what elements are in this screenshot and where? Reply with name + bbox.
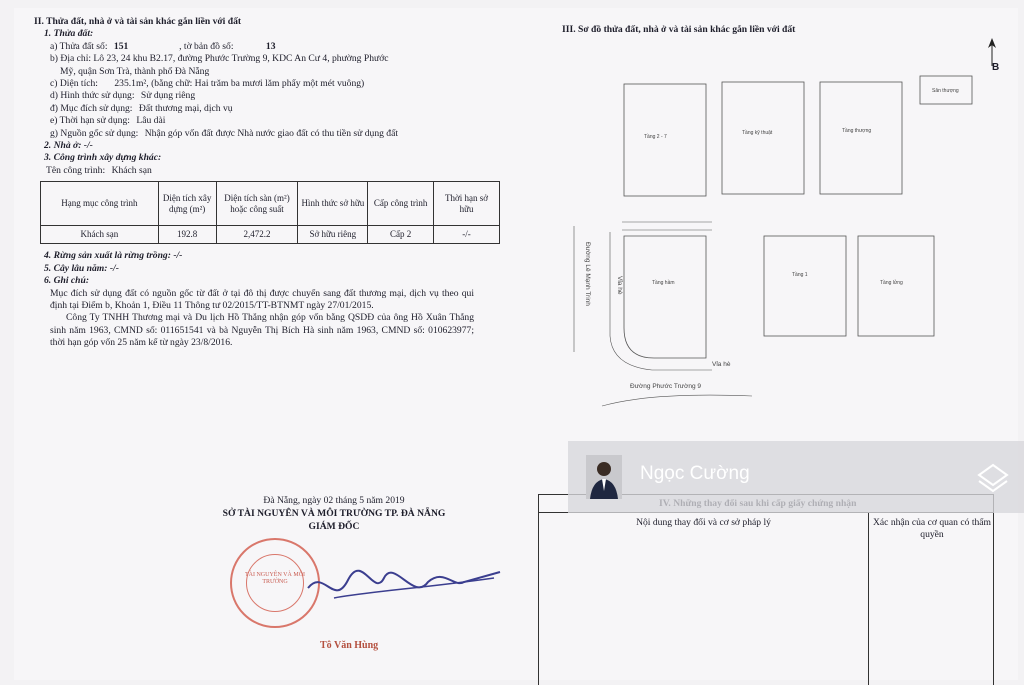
term-line xyxy=(34,115,514,127)
plan-technical-floor xyxy=(722,82,804,194)
certificate-page xyxy=(14,8,1018,680)
area-line xyxy=(34,78,514,90)
street-bottom-label: Đường Phước Trường 9 xyxy=(630,383,702,390)
term-label: e) Thời hạn sử dụng: xyxy=(50,115,130,127)
sign-date: Đà Nẵng, ngày 02 tháng 5 năm 2019 xyxy=(263,495,405,506)
sign-role: GIÁM ĐỐC xyxy=(308,521,360,532)
table-header: Hạng mục công trình xyxy=(41,182,159,226)
table-cell: 2,472.2 xyxy=(216,226,298,244)
address-line-2: Mỹ, quận Sơn Trà, thành phố Đà Nẵng xyxy=(60,65,210,77)
sign-organization: SỞ TÀI NGUYÊN VÀ MÔI TRƯỜNG TP. ĐÀ NẴNG xyxy=(222,508,446,519)
parcel-number-label: a) Thửa đất số: xyxy=(50,40,108,52)
table-header: Cấp công trình xyxy=(368,182,434,226)
table-cell: -/- xyxy=(434,226,500,244)
layers-logo-icon xyxy=(976,461,1010,495)
plan-label: Tầng 1 xyxy=(792,272,808,278)
plan-mezzanine xyxy=(858,236,934,336)
signature-block xyxy=(204,494,464,533)
sidewalk-label-2: Vỉa hè xyxy=(712,361,731,368)
street-left-label: Đường Lê Mạnh Trinh xyxy=(584,242,591,306)
stamp-text: TÀI NGUYÊN VÀ MÔI TRƯỜNG xyxy=(244,572,306,585)
notes-heading: 6. Ghi chú: xyxy=(44,275,90,287)
purpose-line xyxy=(34,103,514,115)
house-heading: 2. Nhà ở: -/- xyxy=(44,140,93,152)
use-form-label: d) Hình thức sử dụng: xyxy=(50,90,135,102)
construction-heading: 3. Công trình xây dựng khác: xyxy=(44,152,162,164)
parcel-info-section xyxy=(34,16,514,350)
plan-label: Sân thượng xyxy=(932,88,959,94)
section-3-title: III. Sơ đồ thửa đất, nhà ở và tài sản khác gắn liền với đất xyxy=(562,24,796,35)
signer-name: Tô Văn Hùng xyxy=(320,640,379,651)
table-cell: Khách sạn xyxy=(41,226,159,244)
section-2-title: II. Thửa đất, nhà ở và tài sản khác gắn liền với đất xyxy=(34,16,242,27)
handwritten-signature xyxy=(304,558,504,618)
table-cell: 192.8 xyxy=(158,226,216,244)
table-header: Diện tích sàn (m²) hoặc công suất xyxy=(216,182,298,226)
map-sheet-label: , tờ bản đồ số: xyxy=(179,40,234,52)
changes-col-confirm: Xác nhận của cơ quan có thẩm quyền xyxy=(872,517,991,540)
parcel-heading: 1. Thửa đất: xyxy=(44,28,94,40)
changes-table xyxy=(538,494,994,685)
building-name-line xyxy=(34,165,514,177)
note-paragraph-1: Mục đích sử dụng đất có nguồn gốc từ đất ở tại đô thị được chuyển sang đất thương mại, dịch vụ theo qui định tại Điểm b, Khoản 1, Điều 11 Thông tư 02/2015/TT-BTNMT ngày 27/01/2015. xyxy=(50,287,474,311)
construction-table xyxy=(40,181,500,244)
avatar xyxy=(586,455,622,499)
origin-line xyxy=(34,128,514,140)
building-name: Khách sạn xyxy=(111,164,152,176)
parcel-number: 151 xyxy=(113,40,129,52)
note-paragraph-2: Công Ty TNHH Thương mại và Du lịch Hồ Thắng nhận góp vốn bằng QSDĐ của ông Hồ Xuân Thắng sinh năm 1963, CMND số: 011651541 và bà Nguyễn Thị Bích Hà sinh năm 1963, CMND số: 010623977; thời hạn góp vốn 25 năm kể từ ngày 23/8/2016. xyxy=(50,312,474,349)
table-header-row xyxy=(41,182,500,226)
changes-col-content: Nội dung thay đổi và cơ sở pháp lý xyxy=(539,513,869,685)
origin-label: g) Nguồn gốc sử dụng: xyxy=(50,127,139,139)
table-cell: Cấp 2 xyxy=(368,226,434,244)
plan-label: Tầng 2 - 7 xyxy=(644,134,667,140)
north-mark: B xyxy=(992,62,1000,73)
plan-rooftop-floor xyxy=(820,82,902,194)
table-row xyxy=(41,226,500,244)
table-header: Hình thức sở hữu xyxy=(298,182,368,226)
address-line-1: b) Địa chỉ: Lô 23, 24 khu B2.17, đường Phước Trường 9, KDC An Cư 4, phường Phước xyxy=(50,53,389,65)
plan-label: Tầng hầm xyxy=(652,280,675,286)
site-plan-drawing xyxy=(562,36,1012,436)
table-cell: Sở hữu riêng xyxy=(298,226,368,244)
purpose-value: Đất thương mại, dịch vụ xyxy=(138,102,233,114)
purpose-label: đ) Mục đích sử dụng: xyxy=(50,102,133,114)
area-value: 235.1m², (bằng chữ: Hai trăm ba mươi lăm phẩy một mét vuông) xyxy=(114,78,365,90)
use-form-line xyxy=(34,90,514,102)
plan-label: Tầng thượng xyxy=(842,128,872,134)
plan-label: Tầng lửng xyxy=(880,280,903,286)
agent-name: Ngọc Cường xyxy=(640,463,750,484)
plan-label: Tầng kỹ thuật xyxy=(742,130,773,136)
parcel-number-line xyxy=(34,41,514,53)
agent-banner xyxy=(568,441,1024,513)
plan-basement xyxy=(624,236,706,358)
area-label: c) Diện tích: xyxy=(50,78,98,90)
table-header: Thời hạn sở hữu xyxy=(434,182,500,226)
forest-heading: 4. Rừng sản xuất là rừng trồng: -/- xyxy=(44,250,183,262)
table-header: Diện tích xây dựng (m²) xyxy=(158,182,216,226)
perennial-heading: 5. Cây lâu năm: -/- xyxy=(44,262,119,274)
use-form-value: Sử dụng riêng xyxy=(140,90,196,102)
plan-floor-2-7 xyxy=(624,84,706,196)
building-name-label: Tên công trình: xyxy=(46,164,106,176)
sidewalk-label-1: Vỉa hè xyxy=(616,276,623,295)
plan-floor-1 xyxy=(764,236,846,336)
map-sheet-number: 13 xyxy=(265,40,276,52)
term-value: Lâu dài xyxy=(136,115,166,127)
origin-value: Nhận góp vốn đất được Nhà nước giao đất có thu tiền sử dụng đất xyxy=(144,127,399,139)
